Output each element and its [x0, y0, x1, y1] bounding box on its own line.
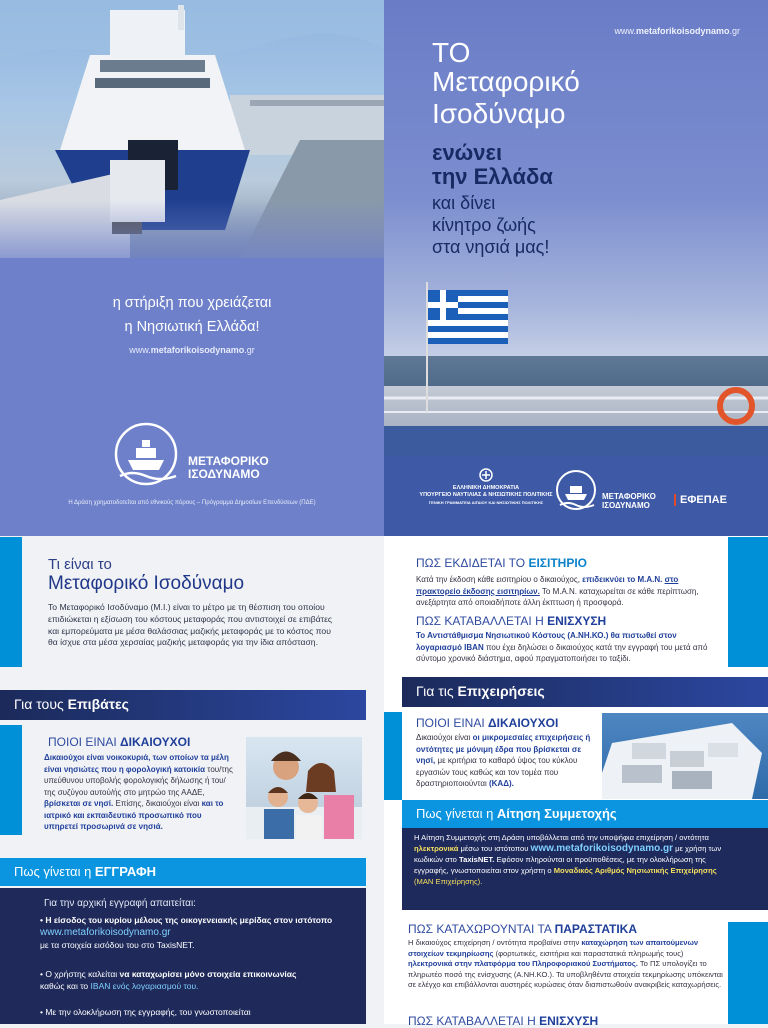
- photo-fade: [0, 200, 384, 280]
- band-registration: Πως γίνεται η ΕΓΓΡΑΦΗ: [0, 858, 366, 886]
- cargo-ship-illustration: [602, 713, 768, 799]
- registration-intro: Για την αρχική εγγραφή απαιτείται:: [44, 898, 196, 909]
- documents-title: ΠΩΣ ΚΑΤΑΧΩΡΟΥΝΤΑΙ ΤΑ ΠΑΡΑΣΤΑΤΙΚΑ: [408, 922, 637, 936]
- accent-bar-right: [728, 537, 768, 667]
- accent-bar-left: [0, 537, 22, 667]
- cover-left-panel: [0, 0, 384, 536]
- application-body: Η Αίτηση Συμμετοχής στη Δράση υποβάλλεται από την υποψήφια επιχείρηση / οντότητα ηλεκτρονικά μέσω του ιστότοπου www.metaforikoisodynamo.gr με χρήση των κωδικών στο TaxisNET. Εφόσον πληρούνται οι προϋποθέσεις, με την ολοκλήρωση της εγγραφής, γνωστοποιείται στον χρήστη ο Μοναδικός Αριθμός Νησιωτικής Επιχείρησης (ΜΑΝ Επιχείρησης).: [414, 833, 722, 886]
- title-to: ΤΟ: [432, 37, 471, 68]
- cargo-ship-photo: [602, 713, 768, 799]
- what-body: Το Μεταφορικό Ισοδύναμο (Μ.Ι.) είναι το μέτρο με τη θέσπιση του οποίου επιδιώκεται η εξίσωση του κόστους μεταφοράς που αντιστοιχεί σε επιβάτες και εμπορεύματα με μέσα θαλάσσιας μαζικής μεταφοράς με το κόστος που θα ίσχυε στα μέσα χερσαίας μαζικής μεταφοράς για την ίδια απόσταση.: [48, 602, 333, 648]
- passengers-who-body: Δικαιούχοι είναι νοικοκυριά, των οποίων τα μέλη είναι νησιώτες που η φορολογική κατοικία του/της υπεύθυνου υποβολής φορολογικής δήλωσης ή του/της συζύγου αυτού/ής στο μητρώο της ΑΑΔΕ, βρίσκεται σε νησί. Επίσης, δικαιούχοι είναι και το ιατρικό και εκπαιδευτικό προσωπικό που υπηρετεί προσωρινά σε νησιά.: [44, 753, 233, 831]
- accent-bar-business: [384, 712, 402, 800]
- band-business: Για τις Επιχειρήσεις: [402, 677, 768, 707]
- cover-tagline-2: η Νησιωτική Ελλάδα!: [124, 319, 260, 335]
- ship-logo-icon: [112, 420, 192, 490]
- documents-body: Η δικαιούχος επιχείρηση / οντότητα προβαίνει στην καταχώρηση των απαιτούμενων στοιχείων τεκμηρίωσης (φορτωτικές, εισιτήρια και παραστατικά πληρωμής τους) ηλεκτρονικά στην πλατφόρμα του Πληροφοριακού Συστήματος. Το ΠΣ υπολογίζει το πληρωτέο ποσό της ενίσχυσης (Α.ΝΗ.ΚΟ.). Τα υποβληθέντα στοιχεία τεκμηρίωσης υπόκεινται σε ελέγχο και επιβάλλονται αυστηρές κυρώσεις όταν διαπιστωθούν ανακριβείς καταχωρήσεις.: [408, 938, 723, 990]
- cover-right-panel: [384, 0, 768, 536]
- what-title-1: Τι είναι το: [48, 556, 112, 573]
- payment-title: ΠΩΣ ΚΑΤΑΒΑΛΛΕΤΑΙ Η ΕΝΙΣΧΥΣΗ: [416, 614, 607, 628]
- passengers-who-title: ΠΟΙΟΙ ΕΙΝΑΙ ΔΙΚΑΙΟΥΧΟΙ: [48, 735, 191, 749]
- logo-text: ΜΕΤΑΦΟΡΙΚΟ ΙΣΟΔΥΝΑΜΟ: [188, 454, 269, 481]
- metaforiko-logo: [112, 420, 192, 495]
- application-link[interactable]: www.metaforikoisodynamo.gr: [530, 843, 673, 854]
- cover-tagline-1: η στήριξη που χρειάζεται: [112, 295, 272, 311]
- efepae-logo: ΕΦΕΠΑΕ: [674, 494, 727, 506]
- payment-body: Το Αντιστάθμισμα Νησιωτικού Κόστους (Α.ΝΗ.ΚΟ.) θα πιστωθεί στον λογαριασμό IBAN που έχει δηλώσει ο δικαιούχος κατά την εγγραφή του μετά από σύντομο χρονικό διάστημα, αφού πραγματοποιήσει το ταξίδι.: [416, 631, 708, 663]
- accent-bar-documents: [728, 922, 768, 1024]
- registration-step-2: • Ο χρήστης καλείται να καταχωρίσει μόνο στοιχεία επικοινωνίας καθώς και το IBAN ενός λογαριασμού του.: [40, 969, 297, 991]
- what-title-2: Μεταφορικό Ισοδύναμο: [48, 573, 245, 594]
- slogan-ellada: την Ελλάδα: [432, 164, 553, 189]
- slogan-nisia: στα νησιά μας!: [432, 237, 550, 257]
- family-photo: [246, 737, 362, 839]
- ship-logo-icon-small: [554, 468, 600, 514]
- cover-right-url[interactable]: www.metaforikoisodynamo.gr: [614, 26, 740, 36]
- business-who-title: ΠΟΙΟΙ ΕΙΝΑΙ ΔΙΚΑΙΟΥΧΟΙ: [416, 716, 559, 730]
- registration-link[interactable]: www.metaforikoisodynamo.gr: [40, 927, 171, 938]
- slogan-kai-dinei: και δίνει: [432, 193, 496, 213]
- title-metaforiko: Μεταφορικό: [432, 66, 580, 97]
- logo-text-small: ΜΕΤΑΦΟΡΙΚΟ ΙΣΟΔΥΝΑΜΟ: [602, 492, 656, 510]
- business-who-body: Δικαιούχοι είναι οι μικρομεσαίες επιχειρήσεις ή οντότητες με μόνιμη έδρα που βρίσκεται σε νησί, με κριτήρια το καθαρό ύψος του κύκλου εργασιών τους καθώς και τον τομέα που δραστηριοποιούνται (ΚΑΔ).: [416, 733, 591, 788]
- slogan-kinitro: κίνητρο ζωής: [432, 215, 536, 235]
- accent-bar-passengers: [0, 725, 22, 835]
- emblem-icon: [479, 468, 493, 482]
- funding-note: Η Δράση χρηματοδοτείται από εθνικούς πόρους – Πρόγραμμα Δημοσίων Επενδύσεων (ΠΔΕ): [68, 500, 316, 506]
- family-illustration: [246, 737, 362, 839]
- payment2-title: ΠΩΣ ΚΑΤΑΒΑΛΛΕΤΑΙ Η ΕΝΙΣΧΥΣΗ: [408, 1014, 599, 1028]
- greek-flag-icon: [424, 282, 514, 412]
- slogan-enonei: ενώνει: [432, 140, 503, 165]
- ministry-logo: ΕΛΛΗΝΙΚΗ ΔΗΜΟΚΡΑΤΙΑ ΥΠΟΥΡΓΕΙΟ ΝΑΥΤΙΛΙΑΣ & ΝΗΣΙΩΤΙΚΗΣ ΠΟΛΙΤΙΚΗΣ ΓΕΝΙΚΗ ΓΡΑΜΜΑΤΕΙΑ ΑΙΓΑΙΟΥ ΚΑΙ ΝΗΣΙΩΤΙΚΗΣ ΠΟΛΙΤΙΚΗΣ: [416, 468, 556, 506]
- band-passengers: Για τους Επιβάτες: [0, 690, 366, 720]
- title-isodynamo: Ισοδύναμο: [432, 98, 566, 129]
- ticket-body: Κατά την έκδοση κάθε εισιτηρίου ο δικαιούχος, επιδεικνύει το Μ.Α.Ν. στο πρακτορείο έκδοσης εισιτηρίων. Το Μ.Α.Ν. καταχωρείται σε κάθε περίπτωση, ανεξάρτητα από οποιαδήποτε άλλη έκπτωση ή προσφορά.: [416, 575, 699, 607]
- band-application: Πως γίνεται η Αίτηση Συμμετοχής: [402, 800, 768, 828]
- registration-step-1: • Η είσοδος του κυρίου μέλους της οικογενειακής μερίδας στον ιστότοπο www.metaforikoisodynamo.gr με τα στοιχεία εισόδου του στο TaxisNET.: [40, 915, 333, 950]
- cover-left-url[interactable]: www.metaforikoisodynamo.gr: [129, 345, 255, 355]
- ticket-title: ΠΩΣ ΕΚΔΙΔΕΤΑΙ ΤΟ ΕΙΣΙΤΗΡΙΟ: [416, 556, 587, 570]
- registration-step-3: • Με την ολοκλήρωση της εγγραφής, του γνωστοποιείται: [40, 1007, 251, 1017]
